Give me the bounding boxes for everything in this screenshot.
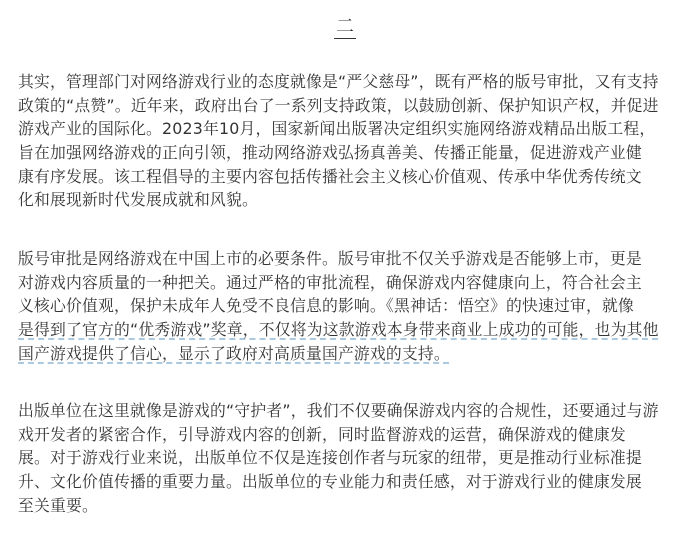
paragraph-line: 其实，管理部门对网络游戏行业的态度就像是“严父慈母”，既有严格的版号审批，又有支持 (18, 72, 659, 91)
paragraph-line: 康有序发展。该工程倡导的主要内容包括传播社会主义核心价值观、传承中华优秀传统文 (18, 166, 642, 186)
paragraph-line: 义核心价值观，保护未成年人免受不良信息的影响。《黑神话：悟空》的快速过审，就像 (18, 296, 634, 316)
paragraph-line: 升、文化价值传播的重要力量。出版单位的专业能力和责任感，对于游戏行业的健康发展 (18, 472, 642, 492)
paragraph-line: 版号审批是网络游戏在中国上市的必要条件。版号审批不仅关乎游戏是否能够上市，更是 (18, 249, 642, 268)
paragraph-line: 戏开发者的紧密合作，引导游戏内容的创新，同时监督游戏的运营，确保游戏的健康发 (18, 424, 626, 444)
paragraph-line-highlighted: 国产游戏提供了信心，显示了政府对高质量国产游戏的支持。 (18, 343, 450, 363)
paragraph-line: 化和展现新时代发展成就和风貌。 (18, 190, 258, 210)
paragraph-line: 政策的“点赞”。近年来，政府出台了一系列支持政策，以鼓励创新、保护知识产权，并促进 (18, 95, 659, 115)
paragraph-line: 对游戏内容质量的一种把关。通过严格的审批流程，确保游戏内容健康向上，符合社会主 (18, 272, 642, 292)
paragraph-1 (18, 70, 659, 212)
paragraph-line: 旨在加强网络游戏的正向引领，推动网络游戏弘扬真善美、传播正能量，促进游戏产业健 (18, 143, 642, 163)
paragraph-line: 出版单位在这里就像是游戏的“守护者”，我们不仅要确保游戏内容的合规性，还要通过与游 (18, 401, 659, 420)
paragraph-3 (18, 399, 659, 517)
section-title-text: 二 (336, 16, 354, 37)
paragraph-line: 至关重要。 (18, 495, 98, 515)
paragraph-line: 游戏产业的国际化。2023年10月，国家新闻出版署决定组织实施网络游戏精品出版工程， (18, 119, 656, 139)
paragraph-line-highlighted: 是得到了官方的“优秀游戏”奖章，不仅将为这款游戏本身带来商业上成功的可能，也为其他 (18, 320, 659, 340)
paragraph-line: 展。对于游戏行业来说，出版单位不仅是连接创作者与玩家的纽带，更是推动行业标准提 (18, 448, 642, 468)
paragraph-2 (18, 247, 659, 365)
section-title (0, 14, 690, 40)
